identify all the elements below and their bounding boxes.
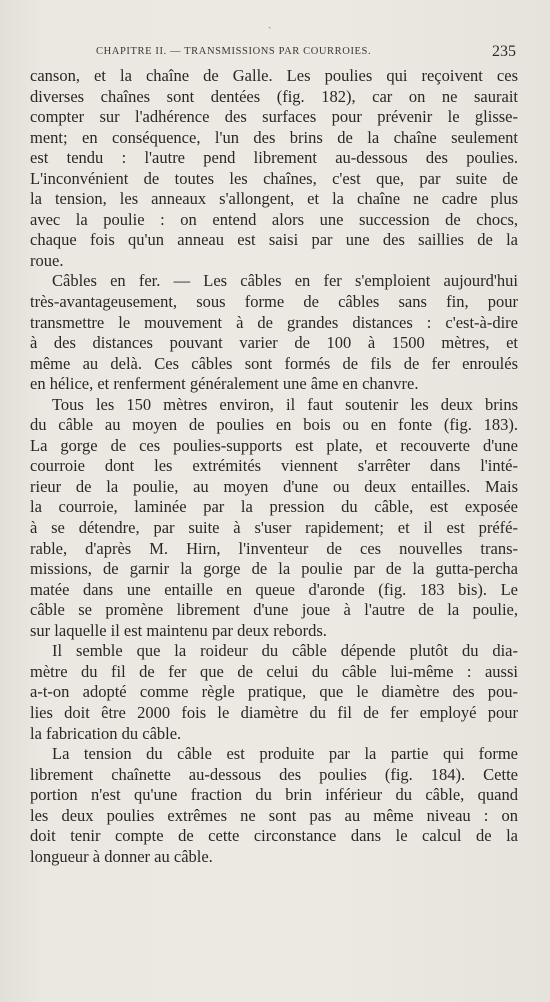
ink-mark: ˎ	[268, 18, 272, 29]
text-line: a-t-on adopté comme règle pratique, que le diamètre des pou-	[30, 682, 518, 702]
text-line: la fabrication du câble.	[30, 723, 182, 743]
text-line: même au delà. Ces câbles sont formés de fils de fer enroulés	[30, 353, 518, 373]
body-text	[30, 66, 518, 867]
text-line: librement chaînette au-dessous des poulies (fig. 184). Cette	[30, 764, 518, 784]
text-line: matée dans une entaille en queue d'aronde (fig. 183 bis). Le	[30, 579, 518, 599]
running-head: CHAPITRE II. — TRANSMISSIONS PAR COURROIES.	[96, 46, 372, 57]
text-line: compter sur l'adhérence des surfaces pour prévenir le glisse-	[30, 107, 518, 127]
text-line: mètre du fil de fer que de celui du câble lui-même : aussi	[30, 661, 518, 681]
text-line: missions, de garnir la gorge de la poulie par de la gutta-percha	[30, 559, 518, 579]
text-line: doit tenir compte de cette circonstance dans le calcul de la	[30, 826, 518, 846]
text-line: roue.	[30, 250, 64, 270]
text-line: chaque fois qu'un anneau est saisi par une des saillies de la	[30, 230, 518, 250]
text-line: la tension, les anneaux s'allongent, et la chaîne ne cadre plus	[30, 189, 518, 209]
text-line: rieur de la poulie, au moyen d'une ou deux entailles. Mais	[30, 476, 518, 496]
text-line: Câbles en fer. — Les câbles en fer s'emploient aujourd'hui	[52, 271, 518, 291]
text-line: avec la poulie : on entend alors une succession de chocs,	[30, 209, 518, 229]
text-line: très-avantageusement, sous forme de câbles sans fin, pour	[30, 292, 518, 312]
text-line: portion n'est qu'une fraction du brin inférieur du câble, quand	[30, 785, 518, 805]
text-line: est tendu : l'autre pend librement au-dessous des poulies.	[30, 148, 518, 168]
text-line: canson, et la chaîne de Galle. Les poulies qui reçoivent ces	[30, 66, 518, 85]
text-line: lies doit être 2000 fois le diamètre du fil de fer employé pour	[30, 702, 518, 722]
text-line: sur laquelle il est maintenu par deux rebords.	[30, 620, 327, 640]
text-line: diverses chaînes sont dentées (fig. 182), car on ne saurait	[30, 86, 518, 106]
text-line: longueur à donner au câble.	[30, 846, 213, 866]
text-line: du câble au moyen de poulies en bois ou en fonte (fig. 183).	[30, 415, 518, 435]
text-line: en hélice, et renferment généralement une âme en chanvre.	[30, 374, 419, 394]
text-line: à se détendre, par suite à s'user rapidement; et il est préfé-	[30, 518, 518, 538]
text-line: câble se promène librement d'une joue à l'autre de la poulie,	[30, 600, 518, 620]
page-header	[30, 44, 516, 62]
text-line: transmettre le mouvement à de grandes distances : c'est-à-dire	[30, 312, 518, 332]
text-line: La tension du câble est produite par la partie qui forme	[52, 744, 518, 764]
text-line: les deux poulies extrêmes ne sont pas au même niveau : on	[30, 805, 518, 825]
text-line: La gorge de ces poulies-supports est plate, et recouverte d'une	[30, 435, 518, 455]
text-line: courroie dont les extrémités viennent s'arrêter dans l'inté-	[30, 456, 518, 476]
text-line: rable, d'après M. Hirn, l'inventeur de ces nouvelles trans-	[30, 538, 518, 558]
text-line: Il semble que la roideur du câble dépende plutôt du dia-	[52, 641, 518, 661]
text-line: ment; en conséquence, l'un des brins de la chaîne seulement	[30, 127, 518, 147]
text-line: Tous les 150 mètres environ, il faut soutenir les deux brins	[52, 394, 518, 414]
text-line: L'inconvénient de toutes les chaînes, c'est que, par suite de	[30, 168, 518, 188]
text-line: à des distances pouvant varier de 100 à 1500 mètres, et	[30, 333, 518, 353]
text-line: la courroie, laminée par la pression du câble, est exposée	[30, 497, 518, 517]
page-number: 235	[492, 43, 516, 60]
